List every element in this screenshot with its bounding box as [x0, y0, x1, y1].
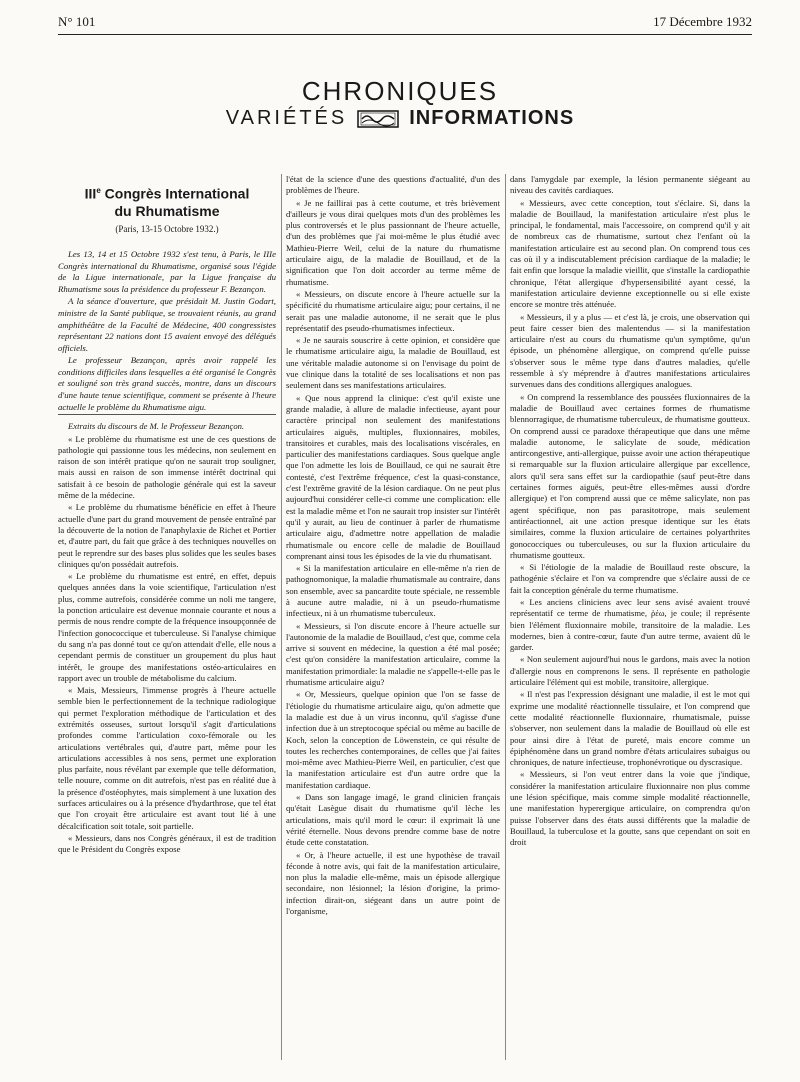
column-rule [505, 174, 506, 1060]
body-paragraph: « Le problème du rhumatisme est une de ces questions de pathologie qui passionne tous les médecins, non seulement en raison de son intérêt pratique qu'on ne saurait trop souligner, mais aussi en raison de son immense intérêt doctrinal qui satisfait à ce besoin de pathologie générale qui est la saveur même de la médecine. [58, 433, 276, 501]
column-3 [510, 174, 750, 850]
column-rule [281, 174, 282, 1060]
body-paragraph: « Le problème du rhumatisme est entré, en effet, depuis quelques années dans la voie scientifique, l'articulation n'est plus, comme autrefois, considérée comme un noli me tangere, la ponction articulaire est devenue monnaie courante et nous a permis de nous rendre compte de la fréquence insoupçonnée de l'infection gonococcique et tuberculeuse. Si l'analyse chimique du sang n'a pas donné tout ce qu'on attendait d'elle, elle nous a cependant permis de constituer un groupement du plus haut intérêt, le groupe des manifestations ostéo-articulaires en rapport avec un trouble de métabolisme du calcium. [58, 571, 276, 683]
body-paragraph: « Dans son langage imagé, le grand clinicien français qu'était Lasègue disait du rhumatisme qu'il lèche les articulations, mais qu'il mord le cœur: il exprimait là une vérité éternelle. Nous devons prendre comme base de notre étude cette constatation. [286, 792, 500, 848]
body-paragraph: l'état de la science d'une des questions d'actualité, d'un des problèmes de l'heure. [286, 174, 500, 196]
body-paragraph: « Je ne saurais souscrire à cette opinion, et considère que le rhumatisme articulaire aigu, la maladie de Bouillaud, est une véritable maladie autonome si on l'envisage du point de vue clinique dans la totalité de ses localisations et non pas seulement dans ses manifestations articulaires. [286, 335, 500, 391]
body-paragraph: « Je ne faillirai pas à cette coutume, et très brièvement d'ailleurs je vous dirai quelques mots d'un des problèmes les plus controversés et le plus passionnant de l'heure actuelle, d'un des problèmes que j'ai moi-même le plus étudié avec Mathieu-Pierre Weil, celui de la nature du rhumatisme articulaire aigu, de la maladie de Bouillaud, et de la signification que l'on doit accorder au terme même de rhumatisme. [286, 197, 500, 287]
section-title: CHRONIQUES [301, 76, 499, 106]
body-paragraph: « Messieurs, si l'on discute encore à l'heure actuelle sur l'autonomie de la maladie de Bouillaud, c'est que, comme cela arrive si souvent en médecine, la question a été mal posée; c'est qu'on considère la manifestation articulaire, comme la manifestation primordiale: la maladie ne s'appelle-t-elle pas le rhumatisme articulaire aigu? [286, 620, 500, 688]
body-paragraph: « Que nous apprend la clinique: c'est qu'il existe une grande maladie, à allure de maladie infectieuse, ayant pour caractère principal non seulement des manifestations articulaires aiguës, multiples, fluxionnaires, mobiles, transitoires et curables, mais des localisations viscérales, en particulier des manifestations cardiaques. Sous quelque angle que l'on admette les lois de Bouillaud, ce qui ne saurait être contesté, c'est l'extrême fréquence, c'est la quasi-constance, c'est l'extrême gravité de la lésion cardiaque. On ne peut plus aujourd'hui considérer celle-ci comme une complication: elle est la maladie même et l'on ne saurait trop insister sur l'intérêt qu'il y aurait, au lieu de continuer à parler de rhumatisme articulaire aigu, d'admettre notre appellation de maladie rhumatismale ou encore celle de maladie de Bouillaud comprenant ainsi tous les épisodes de la vie du rhumatisant. [286, 392, 500, 561]
body-paragraph: « Or, à l'heure actuelle, il est une hypothèse de travail féconde à notre avis, qui fait de la manifestation articulaire, non plus la maladie elle-même, mais un épisode allergique secondaire, non lésionnel; la lésion d'origine, la primo-infection dirait-on, siégeant dans un autre point de l'organisme, [286, 849, 500, 916]
column-1 [58, 176, 276, 857]
body-paragraph: « Messieurs, on discute encore à l'heure actuelle sur la spécificité du rhumatisme articulaire aigu; pour certains, il ne serait pas une maladie autonome, il ne serait que le plus représentatif des pseudo-rhumatismes infectieux. [286, 288, 500, 333]
body-paragraph: « On comprend la ressemblance des poussées fluxionnaires de la maladie de Bouillaud avec certaines formes de rhumatisme blennorragique, de rhumatisme tuberculeux, de rhumatisme goutteux. On comprend aussi ce paradoxe thérapeutique que dans une même maladie autonome, le salicylate de soude, médication antircongestive, anti-allergique, puisse avoir une action thérapeutique si remarquable sur la fluxion articulaire allergique par excellence, alors qu'il sera sans effet sur la cardiopathie (sauf peut-être dans certaines formes aiguës, peut-être elles-mêmes aussi d'ordre allergique) et l'on comprend aussi que ce même salicylate, non pas agent spécifique, non pas parasitotrope, mais seulement antiréactionnel, ait une action presque identique sur les états similaires, comme la fluxion articulaire de certaines polyarthrites gonococciques ou tuberculeuses, ou sur la fluxion articulaire du rhumatisme goutteux. [510, 391, 750, 560]
header-rule [58, 34, 752, 35]
body-paragraph: « Le problème du rhumatisme bénéficie en effet à l'heure actuelle d'une part du grand mouvement de pensée entraîné par la découverte de la notion de l'anaphylaxie de Richet et Portier et, d'autre part, du fait que grâce à des techniques nouvelles on peut le reprendre sur des bases plus solides que les seules bases cliniques qu'on possédait autrefois. [58, 502, 276, 569]
column-2 [286, 174, 500, 918]
extract-label: Extraits du discours de M. le Professeur Bezançon. [58, 414, 276, 432]
running-header [58, 14, 752, 30]
section-right-label: INFORMATIONS [409, 107, 575, 129]
intro-paragraph: A la séance d'ouverture, que présidait M. Justin Godart, ministre de la Santé publique, se trouvaient réunis, au grand amphithéâtre de la Faculté de Médecine, 400 congressistes représentant 22 nations dont 15 avaient envoyé des délégués officiels. [58, 296, 276, 353]
intro-paragraph: Le professeur Bezançon, après avoir rappelé les conditions difficiles dans lesquelles a été organisé le Congrès et souligné son très grand succès, montre, dans un discours d'une haute tenue scientifique, comment se présente à l'heure actuelle le problème du Rhumatisme aigu. [58, 355, 276, 412]
intro-paragraph: Les 13, 14 et 15 Octobre 1932 s'est tenu, à Paris, le IIIe Congrès international du Rhumatisme, organisé sous l'égide de la Ligue internationale, par la Ligue française du Rhumatisme sous la présidence du professeur F. Bezançon. [58, 248, 276, 294]
article-intro [58, 249, 276, 413]
body-paragraph: « Messieurs, dans nos Congrès généraux, il est de tradition que le Président du Congrès expose [58, 832, 276, 855]
section-subtitle [0, 107, 800, 130]
article-place-date: (Paris, 13-15 Octobre 1932.) [115, 223, 219, 234]
body-paragraph: « Si l'étiologie de la maladie de Bouillaud reste obscure, la pathogénie s'éclaire et l'on va comprendre que s'éclaire aussi de ce fait la conception générale du terme rhumatisme. [510, 562, 750, 595]
body-paragraph: dans l'amygdale par exemple, la lésion permanente siégeant au niveau des cavités cardiaques. [510, 174, 750, 196]
body-paragraph: « Si la manifestation articulaire en elle-même n'a rien de pathognomonique, la maladie rhumatismale au contraire, dans son ensemble, avec sa pancardite toute spéciale, ne ressemble à aucune autre maladie, ni à un pseudo-rhumatisme infectieux, ni à un rhumatisme tuberculeux. [286, 563, 500, 619]
ornament-icon [357, 109, 399, 129]
issue-number: N° 101 [58, 14, 96, 29]
body-paragraph: « Non seulement aujourd'hui nous le gardons, mais avec la notion d'allergie nous en comprenons le sens. Il représente en pathologie articulaire l'élément qui est mobile, transitoire, allergique. [510, 654, 750, 688]
article-title: IIIe Congrès International du Rhumatisme [84, 185, 250, 219]
body-paragraph: « Or, Messieurs, quelque opinion que l'on se fasse de l'étiologie du rhumatisme articulaire aigu, qu'on admette que la maladie est due à un virus inconnu, qu'il s'agisse d'une infection due à un streptocoque spécial ou même au bacille de Koch, selon la conception de Löwenstein, ce qui résulte de toutes les recherches contemporaines, de celles que j'ai faites moi-même avec Mathieu-Pierre Weil, en particulier, c'est que la manifestation articulaire est d'un autre ordre que la manifestation cardiaque. [286, 689, 500, 790]
body-paragraph: « Il n'est pas l'expression désignant une maladie, il est le mot qui exprime une modalité réactionnelle tissulaire, et l'on comprend que cette modalité réactionnelle fluxionnaire, rhumatismale, puisse s'observer, non seulement dans la maladie de Bouillaud où elle est pour ainsi dire à l'état de pureté, mais encore comme un épiphénomène dans un grand nombre d'états articulaires subaigus ou chroniques, de nature infectieuse, trophonévrotique ou dyscrasique. [510, 689, 750, 768]
body-paragraph: « Messieurs, avec cette conception, tout s'éclaire. Si, dans la maladie de Bouillaud, la manifestation articulaire n'est plus le principal, le fondamental, mais l'accessoire, on comprend qu'il y ait de nombreux cas de rhumatisme, surtout chez l'enfant où la manifestation articulaire est au second plan. On comprend tous ces cas où il y a indiscutablement précision cardiaque de la maladie; le fait enfin que lorsque la maladie vieillit, que s'installe la cardiopathie chronique, l'état allergique d'hypersensibilité ayant cessé, la manifestation articulaire devienne exceptionnelle ou si elle existe encore se montre très atténuée. [510, 197, 750, 310]
body-paragraph: « Les anciens cliniciens avec leur sens avisé avaient trouvé représentatif ce terme de rhumatisme, ῥέω, je coule; il représente bien l'élément fluxionnaire mobile, transitoire de la maladie. Les modernes, bien à contre-cœur, faute d'un autre terme, avaient dû le garder. [510, 596, 750, 653]
section-left-label: VARIÉTÉS [225, 107, 348, 129]
body-paragraph: « Messieurs, si l'on veut entrer dans la voie que j'indique, considérer la manifestation articulaire fluxionnaire non plus comme une lésion spécifique, mais comme simple modalité réactionnelle, une manifestation hyperergique articulaire, on comprendra qu'on puisse l'observer dans des états aussi différents que la maladie de Bouillaud, la tuberculose et la goutte, sans que cependant on soit en droit [510, 769, 750, 848]
issue-date: 17 Décembre 1932 [653, 14, 752, 29]
body-paragraph: « Messieurs, il y a plus — et c'est là, je crois, une observation qui peut faire cesser bien des malentendus — si la manifestation articulaire n'est au cours du rhumatisme qu'un symptôme, qu'un épisode, un phénomène allergique, on comprend qu'elle puisse s'observer sous le même type dans d'autres maladies, qu'elle ressemble à s'y méprendre à d'autres manifestations articulaires survenues dans des conditions allergiques analogues. [510, 311, 750, 390]
body-paragraph: « Mais, Messieurs, l'immense progrès à l'heure actuelle semble bien le perfectionnement de la technique radiologique qui permet l'exploration méthodique de l'articulation et des extrémités osseuses, surtout lorsqu'il s'agit d'articulations profondes comme l'articulation coxo-fémorale ou les articulations vertébrales qui, d'autre part, même pour les articulations accessibles à nos sens, permet une exploration plus parfaite, nous révélant par exemple que telle déformation, telle nouure, comme on dit autrefois, n'est pas en réalité due à la présence d'ostéophytes, mais simplement à une luxation des surfaces articulaires ou à la présence d'hydarthrose, que tel état que l'on croyait être articulaire est avant tout lié à une décalcification soit totale, soit partielle. [58, 685, 276, 831]
